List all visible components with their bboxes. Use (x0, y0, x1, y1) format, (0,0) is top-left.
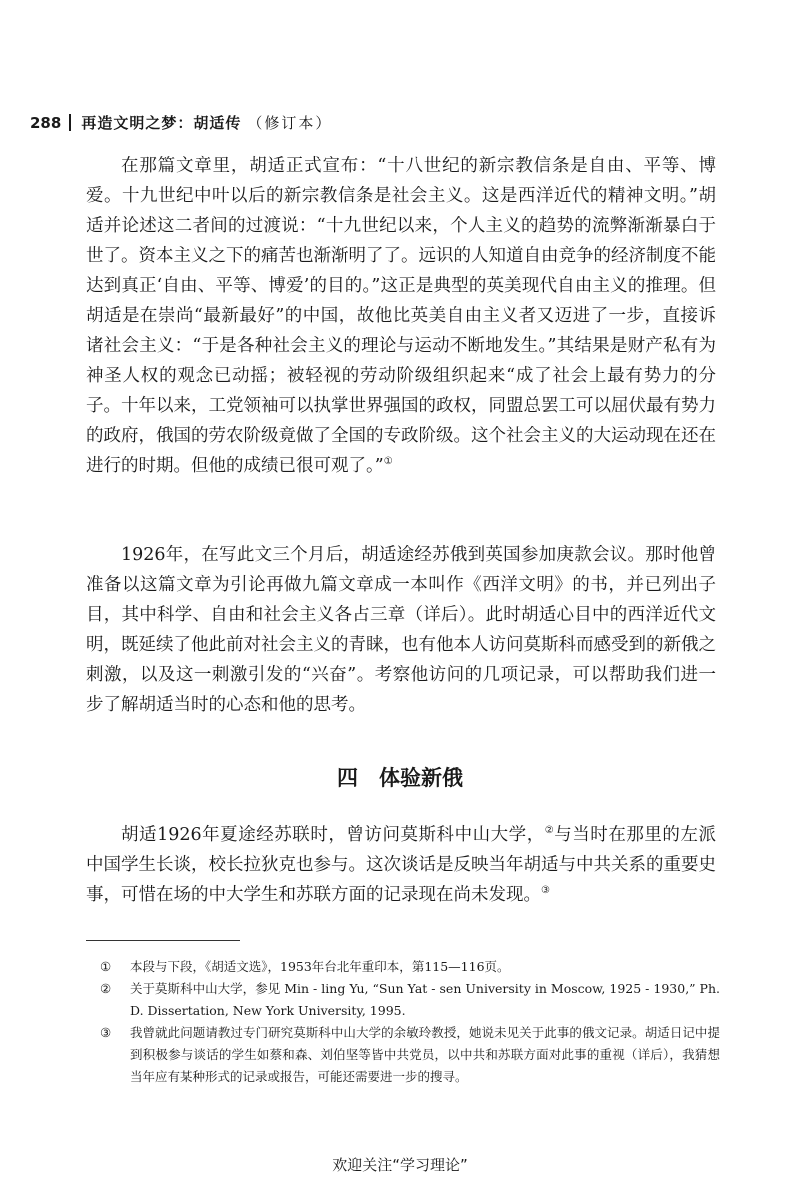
page-number: 288 (30, 113, 62, 132)
footnote-divider (86, 940, 240, 941)
paragraph-2-text: 1926年，在写此文三个月后，胡适途经苏俄到英国参加庚款会议。那时他曾准备以这篇文章为引论再做九篇文章成一本叫作《西洋文明》的书，并已列出子目，其中科学、自由和社会主义各占三章（详后）。此时胡适心目中的西洋近代文明，既延续了他此前对社会主义的青睐，也有他本人访问莫斯科而感受到的新俄之刺激，以及这一刺激引发的“兴奋”。考察他访问的几项记录，可以帮助我们进一步了解胡适当时的心态和他的思考。 (86, 545, 716, 715)
paragraph-1 (86, 151, 716, 481)
footnote-ref-2: ② (544, 825, 555, 837)
running-header (30, 112, 332, 133)
edition-label: （修订本） (247, 114, 333, 132)
footnote-ref-1: ① (383, 456, 393, 468)
footnote-3 (100, 1022, 720, 1088)
footnote-2-mark: ② (100, 981, 112, 996)
paragraph-1-body: 在那篇文章里，胡适正式宣布：“十八世纪的新宗教信条是自由、平等、博爱。十九世纪中叶以后的新宗教信条是社会主义。这是西洋近代的精神文明。”胡适并论述这二者间的过渡说：“十九世纪以来，个人主义的趋势的流弊渐渐暴白于世了。资本主义之下的痛苦也渐渐明了了。远识的人知道自由竞争的经济制度不能达到真正‘自由、平等、博爱’的目的。”这正是典型的英美现代自由主义的推理。但胡适是在崇尚“最新最好”的中国，故他比英美自由主义者又迈进了一步，直接诉诸社会主义：“于是各种社会主义的理论与运动不断地发生。”其结果是财产私有为神圣人权的观念已动摇；被轻视的劳动阶级组织起来“成了社会上最有势力的分子。十年以来，工党领袖可以执掌世界强国的政权，同盟总罢工可以屈伏最有势力的政府，俄国的劳农阶级竟做了全国的专政阶级。这个社会主义的大运动现在还在进行的时期。但他的成绩已很可观了。” (86, 156, 716, 476)
paragraph-1-text (86, 151, 716, 481)
book-title: 再造文明之梦：胡适传 (81, 114, 242, 132)
footnote-2 (100, 978, 720, 1022)
footnote-1 (100, 956, 720, 978)
header-divider (69, 114, 71, 131)
page-footer: 欢迎关注“学习理论” (332, 1156, 468, 1174)
footnote-3-text: 我曾就此问题请教过专门研究莫斯科中山大学的余敏玲教授，她说未见关于此事的俄文记录。胡适日记中提到积极参与谈话的学生如蔡和森、刘伯坚等皆中共党员，以中共和苏联方面对此事的重视（详后），我猜想当年应有某种形式的记录或报告，可能还需要进一步的搜寻。 (130, 1025, 720, 1084)
footnote-3-mark: ③ (100, 1025, 112, 1040)
paragraph-3 (86, 820, 716, 910)
footnote-2-text: 关于莫斯科中山大学，参见 Min - ling Yu, “Sun Yat - sen University in Moscow, 1925 - 1930,” Ph. D. Dissertation, New York University, 1995. (130, 981, 720, 1018)
footnote-1-text: 本段与下段，《胡适文选》，1953年台北年重印本，第115—116页。 (130, 959, 510, 974)
footnote-ref-3: ③ (541, 885, 550, 897)
paragraph-2 (86, 540, 716, 720)
paragraph-3-part-b: 与当时在那里的左派中国学生长谈，校长拉狄克也参与。这次谈话是反映当年胡适与中共关系的重要史事，可惜在场的中大学生和苏联方面的记录现在尚未发现。 (86, 825, 716, 905)
paragraph-3-text (86, 820, 716, 910)
footnote-1-mark: ① (100, 959, 112, 974)
paragraph-3-part-a: 胡适1926年夏途经苏联时，曾访问莫斯科中山大学， (121, 825, 545, 845)
footnotes (100, 956, 720, 1088)
section-heading: 四 体验新俄 (337, 766, 463, 790)
